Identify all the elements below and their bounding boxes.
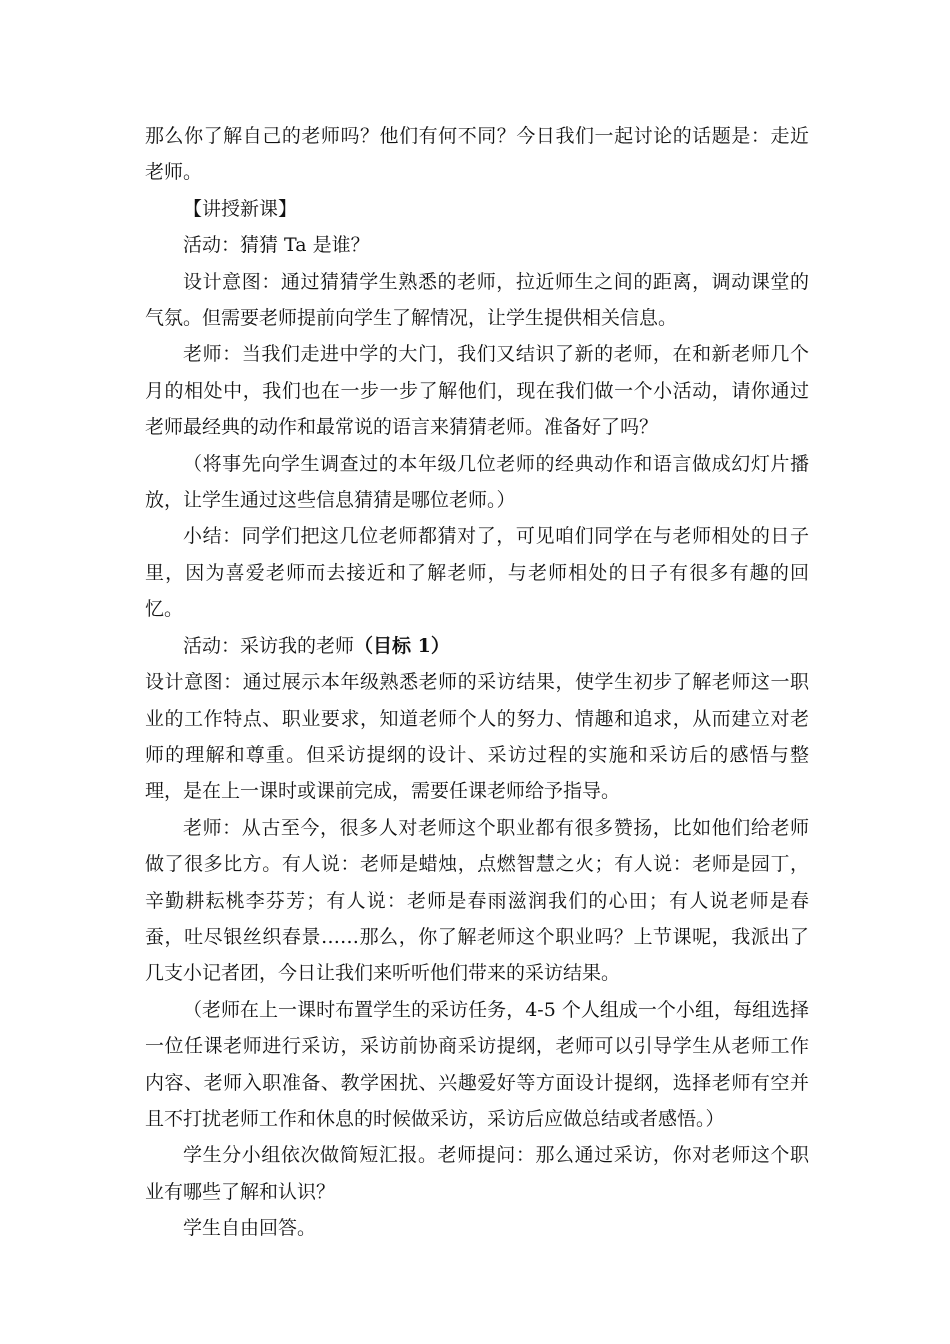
- activity-title-2-text: 活动：采访我的老师: [183, 634, 355, 657]
- teacher-speech-2: 老师：从古至今，很多人对老师这个职业都有很多赞扬，比如他们给老师做了很多比方。有人说：老师是蜡烛，点燃智慧之火；有人说：老师是园丁，辛勤耕耘桃李芬芳；有人说：老师是春雨滋润我们的心田；有人说老师是春蚕，吐尽银丝织春景……那么，你了解老师这个职业吗？上节课呢，我派出了几支小记者团，今日让我们来听听他们带来的采访结果。: [145, 816, 809, 985]
- teacher-speech-1: 老师：当我们走进中学的大门，我们又结识了新的老师，在和新老师几个月的相处中，我们也在一步一步了解他们，现在我们做一个小活动，请你通过老师最经典的动作和最常说的语言来猜猜老师。准备好了吗？: [145, 343, 809, 439]
- note-2: （老师在上一课时布置学生的采访任务，4-5 个人组成一个小组，每组选择一位任课老师进行采访，采访前协商采访提纲，老师可以引导学生从老师工作内容、老师入职准备、教学困扰、兴趣爱好等方面设计提纲，选择老师有空并且不打扰老师工作和休息的时候做采访，采访后应做总结或者感悟。）: [145, 998, 809, 1130]
- activity-title-1: 活动：猜猜 Ta 是谁？: [183, 234, 370, 257]
- design-intent-1: 设计意图：通过猜猜学生熟悉的老师，拉近师生之间的距离，调动课堂的气氛。但需要老师提前向学生了解情况，让学生提供相关信息。: [145, 270, 809, 330]
- paragraph-intro: 那么你了解自己的老师吗？他们有何不同？今日我们一起讨论的话题是：走近老师。: [145, 125, 809, 184]
- goal-tag: （目标 1）: [354, 634, 450, 657]
- document-body: [145, 118, 809, 1247]
- student-answer: 学生自由回答。: [183, 1217, 317, 1240]
- activity-title-2: [145, 628, 809, 664]
- student-report: 学生分小组依次做简短汇报。老师提问：那么通过采访，你对老师这个职业有哪些了解和认识？: [145, 1144, 809, 1203]
- summary-1: 小结：同学们把这几位老师都猜对了，可见咱们同学在与老师相处的日子里，因为喜爱老师而去接近和了解老师，与老师相处的日子有很多有趣的回忆。: [145, 525, 809, 621]
- section-heading: 【讲授新课】: [183, 197, 298, 220]
- note-1: （将事先向学生调查过的本年级几位老师的经典动作和语言做成幻灯片播放，让学生通过这些信息猜猜是哪位老师。）: [145, 452, 809, 512]
- design-intent-2: 设计意图：通过展示本年级熟悉老师的采访结果，使学生初步了解老师这一职业的工作特点、职业要求，知道老师个人的努力、情趣和追求，从而建立对老师的理解和尊重。但采访提纲的设计、采访过程的实施和采访后的感悟与整理，是在上一课时或课前完成，需要任课老师给予指导。: [145, 671, 809, 803]
